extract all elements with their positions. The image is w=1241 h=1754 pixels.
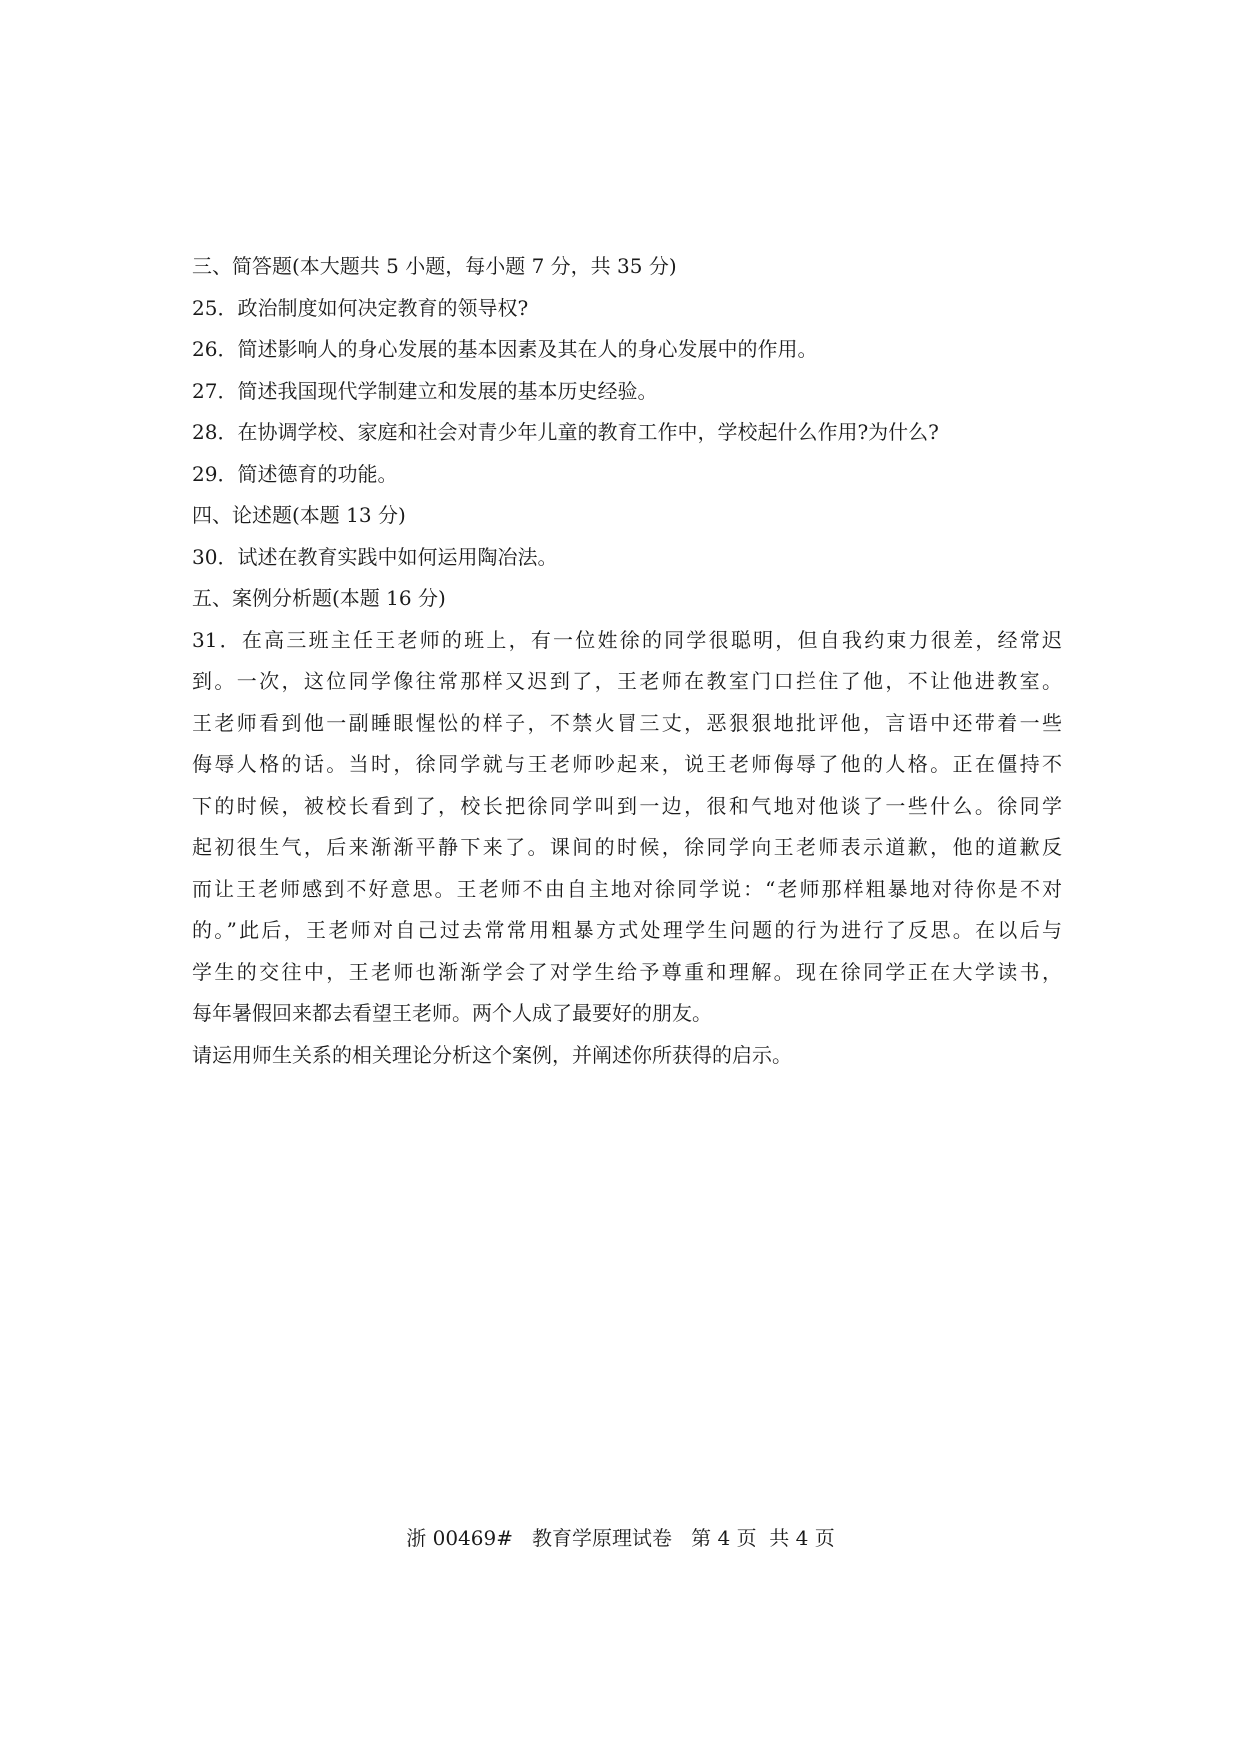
case-line: 31．在高三班主任王老师的班上，有一位姓徐的同学很聪明，但自我约束力很差，经常迟 — [192, 627, 1062, 652]
page-footer: 浙 00469# 教育学原理试卷 第 4 页 共 4 页 — [406, 1526, 835, 1550]
case-line: 下的时候，被校长看到了，校长把徐同学叫到一边，很和气地对他谈了一些什么。徐同学 — [192, 793, 1062, 818]
section-5-heading: 五、案例分析题(本题 16 分) — [192, 586, 446, 610]
case-line: 起初很生气，后来渐渐平静下来了。课间的时候，徐同学向王老师表示道歉，他的道歉反 — [192, 835, 1062, 859]
question-27: 27．简述我国现代学制建立和发展的基本历史经验。 — [192, 378, 658, 403]
section-4-heading: 四、论述题(本题 13 分) — [192, 503, 406, 527]
question-30: 30．试述在教育实践中如何运用陶冶法。 — [192, 544, 558, 569]
page-content — [192, 246, 1062, 1076]
section-3-heading: 三、简答题(本大题共 5 小题，每小题 7 分，共 35 分) — [192, 254, 677, 278]
case-line: 王老师看到他一副睡眼惺忪的样子，不禁火冒三丈，恶狠狠地批评他，言语中还带着一些 — [192, 710, 1062, 735]
case-line: 侮辱人格的话。当时，徐同学就与王老师吵起来，说王老师侮辱了他的人格。正在僵持不 — [192, 752, 1062, 776]
question-31-prompt: 请运用师生关系的相关理论分析这个案例，并阐述你所获得的启示。 — [192, 1042, 792, 1067]
question-26: 26．简述影响人的身心发展的基本因素及其在人的身心发展中的作用。 — [192, 337, 818, 361]
case-line: 到。一次，这位同学像往常那样又迟到了，王老师在教室门口拦住了他，不让他进教室。 — [192, 669, 1062, 693]
question-28: 28．在协调学校、家庭和社会对青少年儿童的教育工作中，学校起什么作用?为什么? — [192, 420, 939, 444]
question-29: 29．简述德育的功能。 — [192, 461, 398, 486]
question-31-case — [192, 620, 1062, 1035]
case-line: 而让王老师感到不好意思。王老师不由自主地对徐同学说：“老师那样粗暴地对待你是不对 — [192, 876, 1062, 901]
case-line: 学生的交往中，王老师也渐渐学会了对学生给予尊重和理解。现在徐同学正在大学读书， — [192, 959, 1062, 984]
question-25: 25．政治制度如何决定教育的领导权? — [192, 295, 529, 320]
case-line: 的。”此后，王老师对自己过去常常用粗暴方式处理学生问题的行为进行了反思。在以后与 — [192, 918, 1062, 942]
case-line: 每年暑假回来都去看望王老师。两个人成了最要好的朋友。 — [192, 1001, 712, 1025]
